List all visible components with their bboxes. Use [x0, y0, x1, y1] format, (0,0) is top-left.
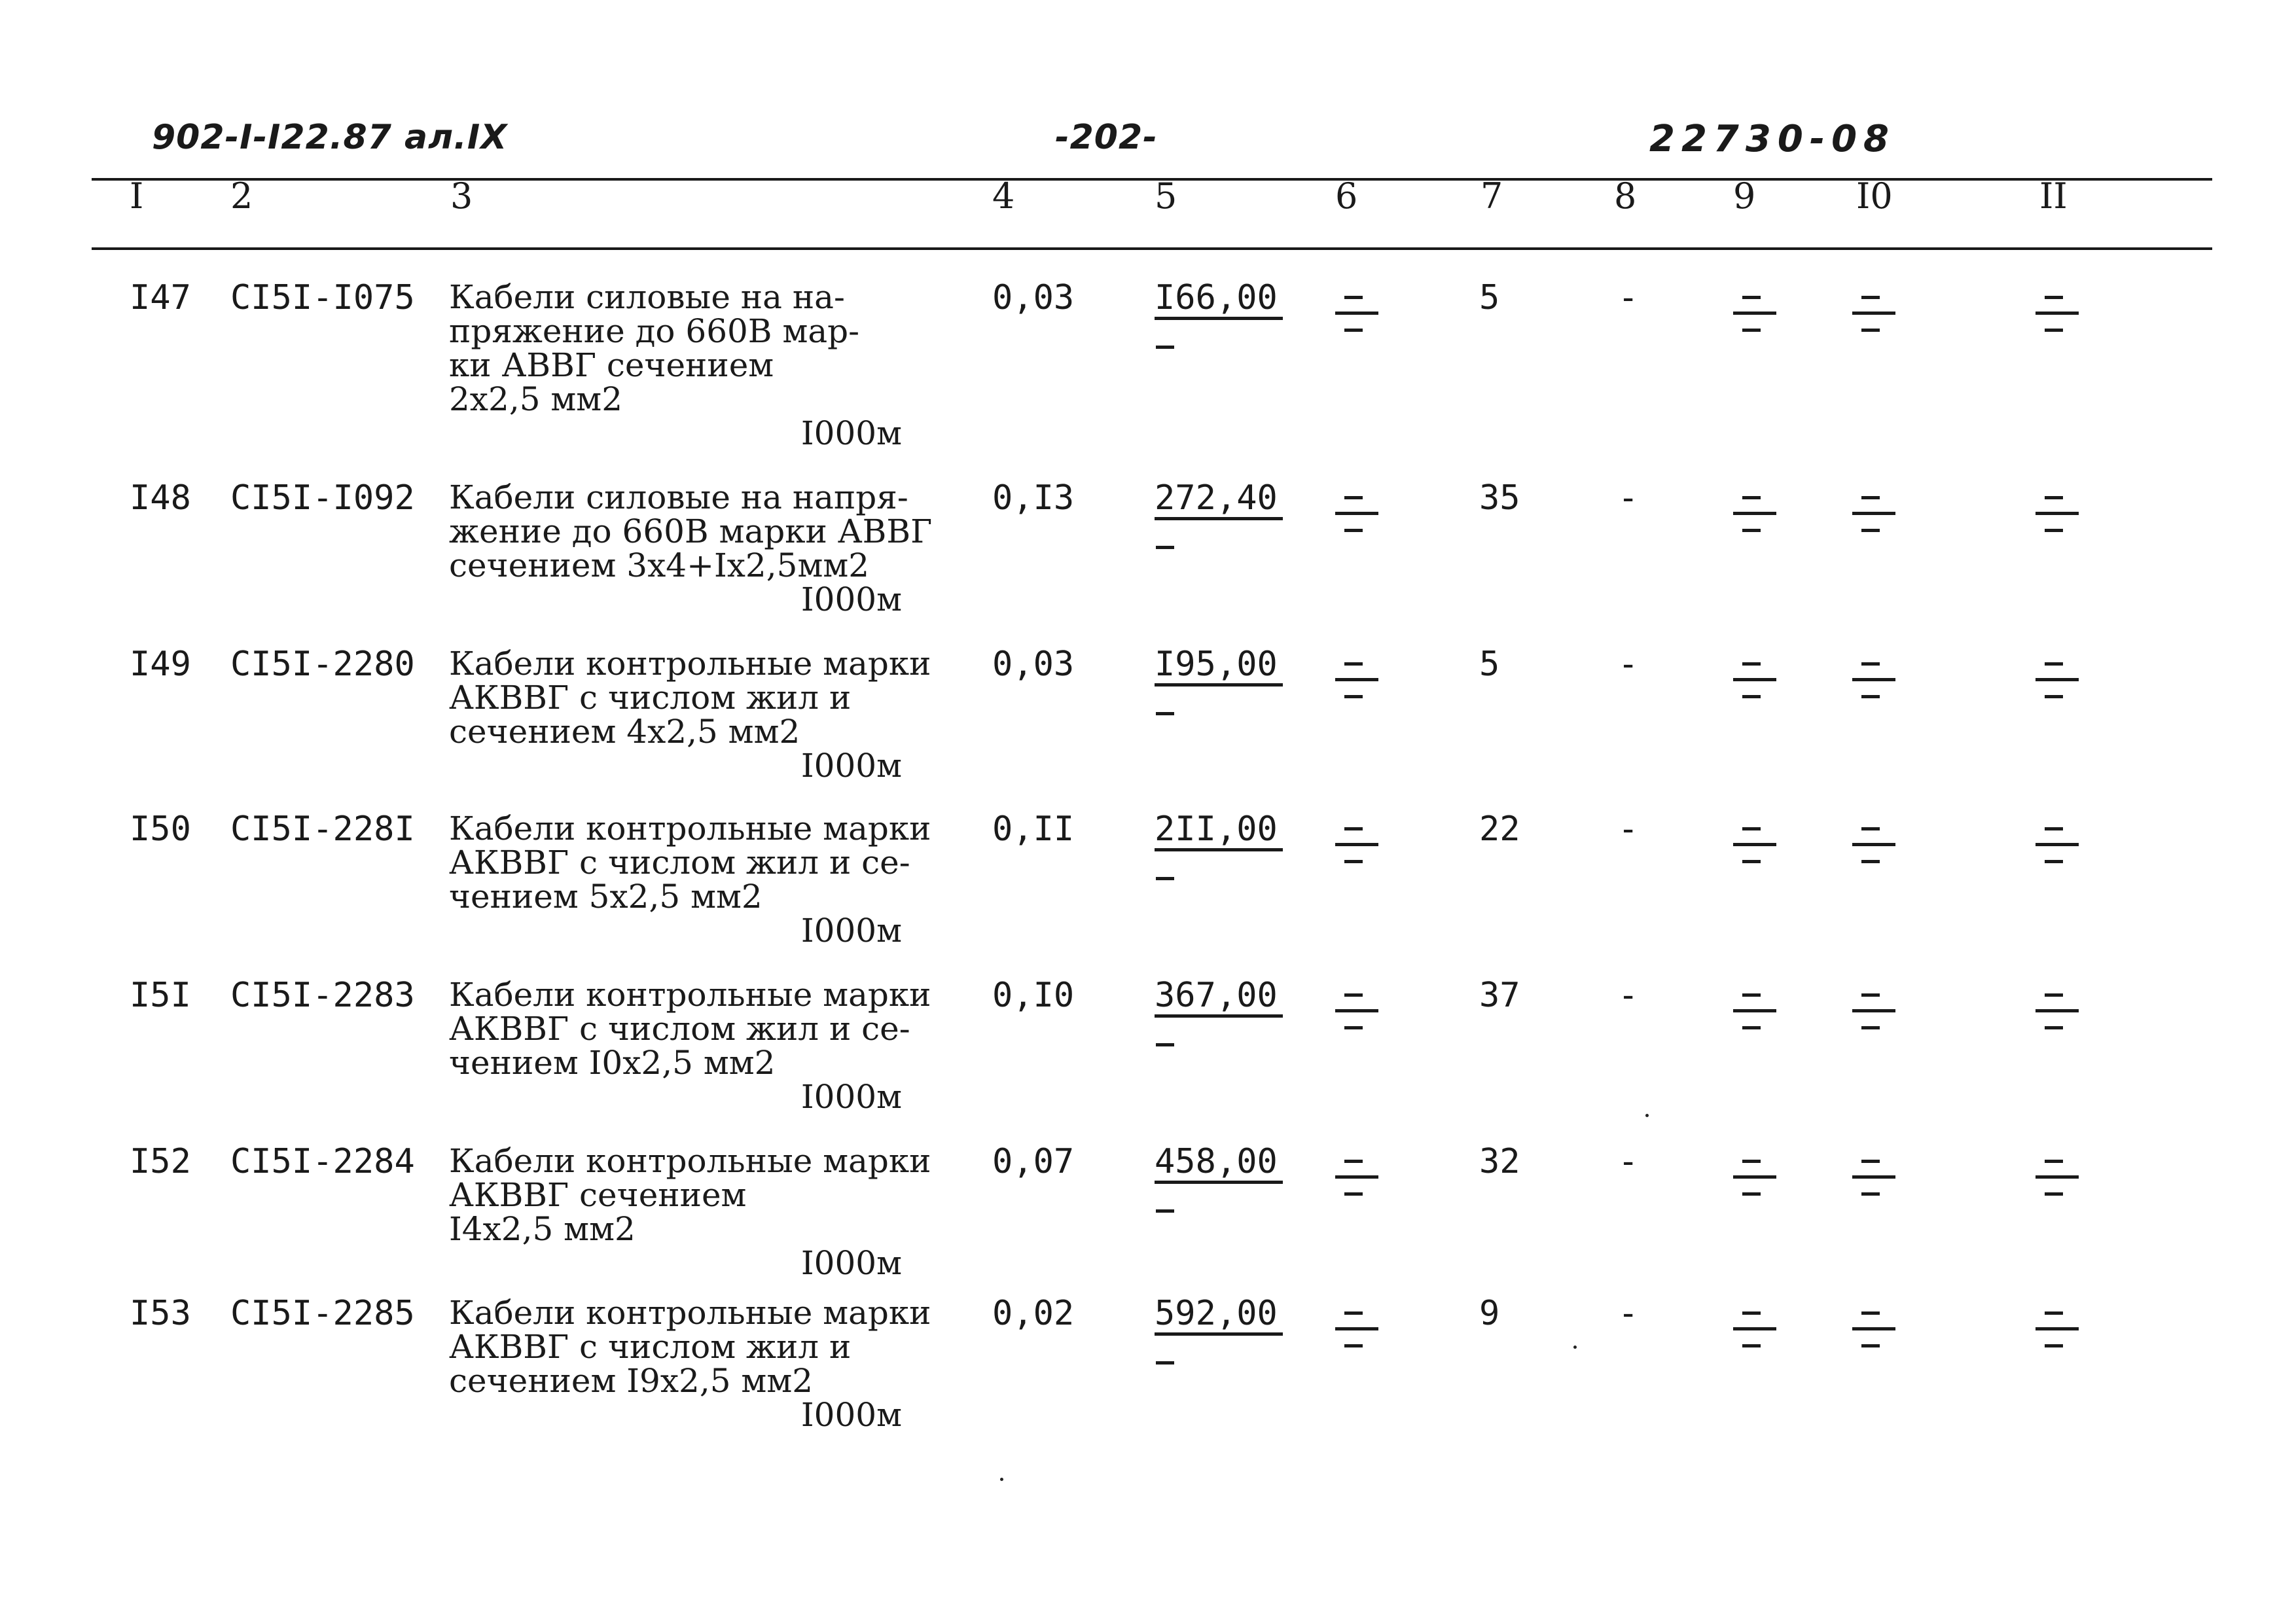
empty-fraction-mark — [2036, 1150, 2079, 1209]
scan-speck — [1645, 1114, 1649, 1117]
unit-cost-value: 458,00 — [1155, 1144, 1283, 1184]
quantity: 0,03 — [992, 645, 1075, 684]
description-line: ки АВВГ сечением — [449, 346, 774, 384]
description-line: чением 5х2,5 мм2 — [449, 878, 762, 916]
unit-cost-sub-dash — [1156, 546, 1174, 549]
description-line: 2х2,5 мм2 — [449, 380, 623, 418]
scan-speck — [1573, 1346, 1577, 1349]
header-bottom-rule — [92, 247, 2212, 250]
measure-unit: I000м — [800, 414, 902, 452]
column-8-value: - — [1618, 278, 1639, 317]
column-7-value: 32 — [1479, 1142, 1520, 1181]
empty-fraction-mark — [1733, 1302, 1776, 1361]
empty-fraction-mark — [2036, 287, 2079, 346]
unit-cost-sub-dash — [1156, 1043, 1174, 1046]
description-line: Кабели контрольные марки — [449, 1294, 931, 1332]
unit-cost-value: 2II,00 — [1155, 812, 1283, 851]
description-line: АКВВГ с числом жил и — [449, 1328, 852, 1366]
column-7-value: 35 — [1479, 478, 1520, 518]
rate-code: CI5I-2285 — [230, 1294, 415, 1333]
quantity: 0,07 — [992, 1142, 1075, 1181]
row-number: I53 — [130, 1294, 191, 1333]
row-number: I48 — [130, 478, 191, 518]
column-7-value: 5 — [1479, 645, 1500, 684]
column-8-value: - — [1618, 645, 1639, 684]
column-header-8: 8 — [1614, 175, 1637, 217]
work-description — [449, 280, 946, 450]
rate-code: CI5I-228I — [230, 810, 415, 849]
description-line: АКВВГ сечением — [449, 1176, 747, 1214]
unit-cost — [1155, 280, 1283, 320]
unit-cost-sub-dash — [1156, 1361, 1174, 1364]
column-header-2: 2 — [230, 175, 253, 217]
empty-fraction-mark — [1335, 1302, 1378, 1361]
description-line: жение до 660В марки АВВГ — [449, 512, 933, 550]
quantity: 0,I0 — [992, 976, 1075, 1015]
unit-cost-value: 367,00 — [1155, 978, 1283, 1018]
unit-cost — [1155, 647, 1283, 687]
column-8-value: - — [1618, 1142, 1639, 1181]
column-header-6: 6 — [1335, 175, 1358, 217]
description-line: чением I0х2,5 мм2 — [449, 1044, 776, 1082]
rate-code: CI5I-2284 — [230, 1142, 415, 1181]
description-line: пряжение до 660В мар- — [449, 312, 860, 350]
description-line: Кабели контрольные марки — [449, 1142, 931, 1180]
description-line: АКВВГ с числом жил и се- — [449, 1010, 910, 1048]
measure-unit: I000м — [800, 1078, 902, 1116]
description-line: Кабели силовые на на- — [449, 278, 845, 316]
unit-cost — [1155, 812, 1283, 851]
column-header-11: II — [2039, 175, 2068, 217]
column-header-7: 7 — [1480, 175, 1503, 217]
column-7-value: 37 — [1479, 976, 1520, 1015]
column-8-value: - — [1618, 478, 1639, 518]
column-7-value: 22 — [1479, 810, 1520, 849]
empty-fraction-mark — [1852, 1150, 1895, 1209]
unit-cost — [1155, 1144, 1283, 1184]
empty-fraction-mark — [2036, 487, 2079, 546]
description-line: Кабели контрольные марки — [449, 810, 931, 847]
empty-fraction-mark — [2036, 653, 2079, 712]
column-7-value: 5 — [1479, 278, 1500, 317]
column-8-value: - — [1618, 810, 1639, 849]
measure-unit: I000м — [800, 580, 902, 618]
empty-fraction-mark — [2036, 1302, 2079, 1361]
empty-fraction-mark — [1733, 287, 1776, 346]
sheet-code: 22730-08 — [1649, 118, 1895, 160]
quantity: 0,03 — [992, 278, 1075, 317]
description-line: сечением I9х2,5 мм2 — [449, 1362, 814, 1400]
empty-fraction-mark — [1733, 984, 1776, 1043]
unit-cost-value: I95,00 — [1155, 647, 1283, 687]
description-line: АКВВГ с числом жил и — [449, 679, 852, 717]
description-line: АКВВГ с числом жил и се- — [449, 844, 910, 882]
unit-cost-sub-dash — [1156, 877, 1174, 880]
description-line: сечением 3х4+Iх2,5мм2 — [449, 546, 870, 584]
unit-cost-value: I66,00 — [1155, 280, 1283, 320]
unit-cost-sub-dash — [1156, 1209, 1174, 1213]
column-8-value: - — [1618, 1294, 1639, 1333]
column-header-3: 3 — [450, 175, 473, 217]
empty-fraction-mark — [1335, 818, 1378, 877]
row-number: I47 — [130, 278, 191, 317]
header-top-rule — [92, 178, 2212, 181]
work-description — [449, 647, 946, 783]
rate-code: CI5I-I075 — [230, 278, 415, 317]
empty-fraction-mark — [1335, 287, 1378, 346]
work-description — [449, 978, 946, 1114]
rate-code: CI5I-I092 — [230, 478, 415, 518]
empty-fraction-mark — [1852, 984, 1895, 1043]
work-description — [449, 480, 946, 616]
description-line: Кабели силовые на напря- — [449, 478, 908, 516]
work-description — [449, 1144, 946, 1280]
column-7-value: 9 — [1479, 1294, 1500, 1333]
empty-fraction-mark — [1335, 487, 1378, 546]
empty-fraction-mark — [1733, 653, 1776, 712]
unit-cost — [1155, 1296, 1283, 1336]
quantity: 0,I3 — [992, 478, 1075, 518]
empty-fraction-mark — [1852, 287, 1895, 346]
empty-fraction-mark — [1852, 1302, 1895, 1361]
column-header-1: I — [130, 175, 144, 217]
description-line: сечением 4х2,5 мм2 — [449, 713, 800, 751]
unit-cost-value: 592,00 — [1155, 1296, 1283, 1336]
measure-unit: I000м — [800, 912, 902, 950]
column-8-value: - — [1618, 976, 1639, 1015]
column-header-10: I0 — [1856, 175, 1893, 217]
rate-code: CI5I-2283 — [230, 976, 415, 1015]
measure-unit: I000м — [800, 1396, 902, 1434]
row-number: I49 — [130, 645, 191, 684]
page-number: -202- — [1055, 118, 1158, 157]
empty-fraction-mark — [1852, 818, 1895, 877]
work-description — [449, 812, 946, 948]
empty-fraction-mark — [1733, 1150, 1776, 1209]
rate-code: CI5I-2280 — [230, 645, 415, 684]
unit-cost-sub-dash — [1156, 346, 1174, 349]
empty-fraction-mark — [1852, 487, 1895, 546]
column-header-9: 9 — [1733, 175, 1756, 217]
empty-fraction-mark — [1733, 487, 1776, 546]
quantity: 0,02 — [992, 1294, 1075, 1333]
empty-fraction-mark — [1335, 984, 1378, 1043]
unit-cost-value: 272,40 — [1155, 480, 1283, 520]
empty-fraction-mark — [1852, 653, 1895, 712]
document-code: 902-Ⅰ-I22.87 ал.IX — [152, 118, 508, 157]
column-header-4: 4 — [992, 175, 1015, 217]
measure-unit: I000м — [800, 747, 902, 785]
empty-fraction-mark — [1335, 653, 1378, 712]
empty-fraction-mark — [1335, 1150, 1378, 1209]
measure-unit: I000м — [800, 1244, 902, 1282]
row-number: I50 — [130, 810, 191, 849]
description-line: Кабели контрольные марки — [449, 976, 931, 1014]
work-description — [449, 1296, 946, 1432]
empty-fraction-mark — [2036, 818, 2079, 877]
scan-speck — [1000, 1478, 1003, 1481]
description-line: Кабели контрольные марки — [449, 645, 931, 683]
empty-fraction-mark — [2036, 984, 2079, 1043]
unit-cost — [1155, 480, 1283, 520]
unit-cost — [1155, 978, 1283, 1018]
row-number: I52 — [130, 1142, 191, 1181]
column-header-5: 5 — [1155, 175, 1177, 217]
description-line: I4х2,5 мм2 — [449, 1210, 636, 1248]
unit-cost-sub-dash — [1156, 712, 1174, 715]
empty-fraction-mark — [1733, 818, 1776, 877]
row-number: I5I — [130, 976, 191, 1015]
quantity: 0,II — [992, 810, 1075, 849]
